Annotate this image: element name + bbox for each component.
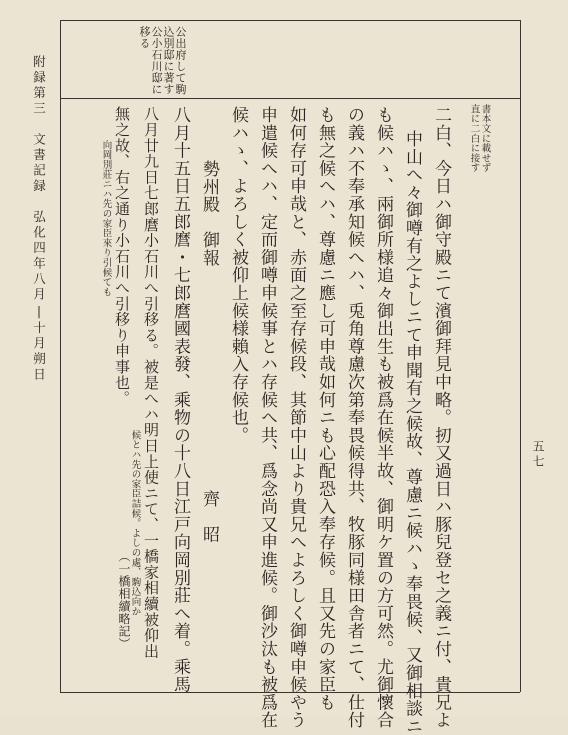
- side-note-line2: 直に二白に接す: [468, 104, 480, 173]
- header-divider: [60, 98, 520, 99]
- letter-line-2: 中山へ々御噂有之よしニて申聞有之候故、尊慮ニ候ハゝ奉畏候、又御相談ニ: [402, 130, 422, 735]
- record-line-1: 八月十五日五郎麿・七郎麿國表發、乘物の十八日江戸向岡別莊へ着。乘馬: [170, 106, 190, 694]
- running-head: 附録第三 文書記録 弘化四年八月|十月朔日: [31, 55, 47, 383]
- header-note-line4: 移る: [138, 26, 151, 49]
- letter-line-1: 二白、今日ハ御守殿ニて濱御拜見中略。扨又過日ハ豚兒登セ之義ニ付、貴兄よ: [431, 106, 451, 729]
- letter-addressee: 勢州殿 御報: [199, 160, 219, 267]
- record-line-3: 無之故、右之通り小石川へ引移り申事也。: [113, 106, 131, 407]
- frame-left-rule: [60, 20, 61, 692]
- header-note-line1: 公出府して駒: [174, 26, 187, 95]
- side-note-line1: 書本文に載せず: [479, 104, 491, 173]
- letter-sender: 齊 昭: [199, 490, 219, 544]
- letter-line-5: も無之候へハ、尊慮ニ應し可申哉如何ニも心配恐入奉存候。且又先の家臣も: [315, 106, 335, 712]
- record-line-2-note: 候とハ先の家臣詰候。よしの處、駒込向か: [129, 430, 141, 617]
- letter-line-7: 申遣候へハ、定而御噂申候事とハ存候へ共、爲念尚又申進候。御沙汰も被爲在: [257, 106, 277, 729]
- page-number: 五七: [531, 440, 545, 470]
- header-note-line2: 込別邸に著す: [162, 26, 175, 95]
- letter-line-4: の義ハ不奉承知候へハ、兎角尊慮次第奉畏候得共、牧豚同様田舎者ニて、仕付: [344, 106, 364, 729]
- record-line-2: 八月廿九日七郎麿小石川へ引移る。被是へハ明日上使ニて、一橋家相續被仰出: [142, 106, 160, 659]
- letter-line-8: 候ハゝ、よろしく被仰上候様賴入存候也。: [228, 106, 248, 445]
- frame-top-rule: [60, 20, 520, 21]
- header-note-line3: 公小石川邸に: [150, 26, 163, 95]
- record-source: （一橋相續略記）: [117, 550, 131, 650]
- frame-right-rule: [520, 20, 521, 692]
- letter-line-3: も候ハゝ、兩御所様追々御出生も被爲在候半故、御明ケ置の方可然。尤御懷合: [373, 106, 393, 729]
- letter-line-6: 如何存可申哉と、赤面之至存候段、其節中山より貴兄へよろしく御噂申候やう: [286, 106, 306, 729]
- record-line-3-note: 向岡別莊ニハ先の家臣來り引候ても: [100, 140, 112, 297]
